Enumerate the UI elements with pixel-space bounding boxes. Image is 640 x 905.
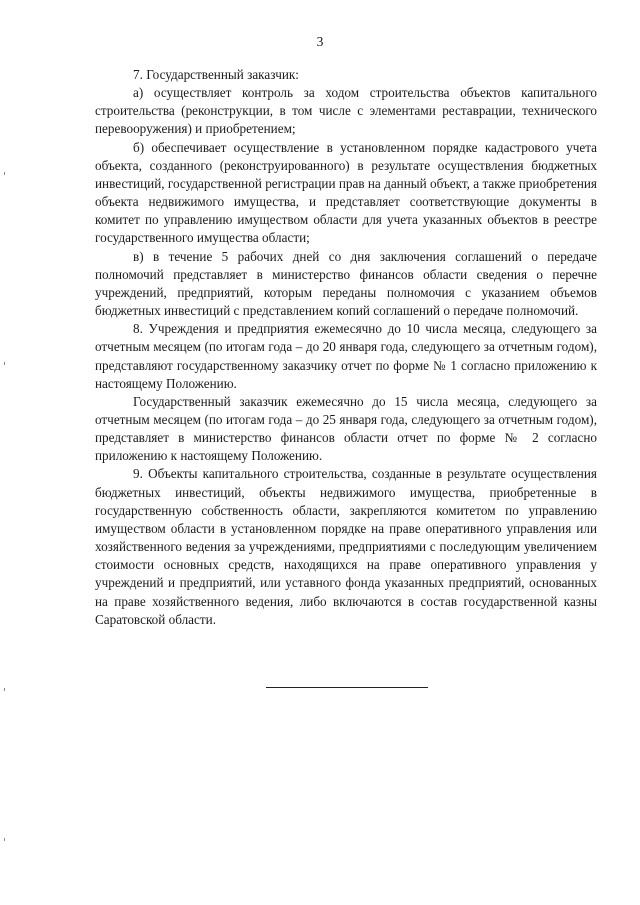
paragraph-7-heading: 7. Государственный заказчик: bbox=[133, 67, 299, 82]
scan-artifact bbox=[4, 362, 5, 365]
paragraph-8-customer: Государственный заказчик ежемесячно до 15 числа месяца, следующего за отчетным месяцем (по итогам года – до 25 января года, следующего за отчетным годом), представляет в министерство финансов области отчет по форме № 2 согласно приложению к настоящему Положению. bbox=[95, 393, 597, 464]
paragraph-9: 9. Объекты капитального строительства, созданные в результате осуществления бюджетных инвестиций, объекты недвижимого имущества, приобретенные в государственную собственность области, закрепляются комитетом по управлению имуществом области в установленном порядке на праве оперативного управления или хозяйственного ведения за учреждениями, предприятиями с последующим увеличением стоимости основных средств, находящихся на праве оперативного управления у учреждений и предприятий, или уставного фонда указанных предприятий, основанных на праве хозяйственного ведения, либо включаются в состав государственной казны Саратовской области. bbox=[95, 466, 597, 627]
closing-divider-line bbox=[266, 687, 428, 688]
scan-artifact bbox=[4, 172, 5, 175]
paragraph-8: 8. Учреждения и предприятия ежемесячно до 10 числа месяца, следующего за отчетным месяцем (по итогам года – до 20 января года, следующего за отчетным годом), представляют государственному заказчику отчет по форме № 1 согласно приложению к настоящему Положению. bbox=[95, 321, 597, 391]
document-body bbox=[95, 66, 597, 629]
paragraph-7b: б) обеспечивает осуществление в установленном порядке кадастрового учета объекта, созданного (реконструированного) в результате осуществления бюджетных инвестиций, государственной регистрации прав на данный объект, а также приобретения объекта недвижимого имущества, и представляет соответствующие документы в комитет по управлению имуществом области для учета указанных объектов в реестре государственного имущества области; bbox=[95, 139, 597, 246]
scan-artifact bbox=[4, 838, 5, 841]
scan-artifact bbox=[4, 688, 5, 691]
paragraph-7a: а) осуществляет контроль за ходом строительства объектов капитального строительства (реконструкции, в том числе с элементами реставрации, технического перевооружения) и приобретением; bbox=[95, 85, 597, 137]
paragraph-7v: в) в течение 5 рабочих дней со дня заключения соглашений о передаче полномочий представляет в министерство финансов области сведения о перечне учреждений, предприятий, которым переданы полномочия с указанием объемов бюджетных инвестиций с представлением копий соглашений о передаче полномочий. bbox=[95, 248, 597, 319]
page-number: 3 bbox=[316, 34, 324, 49]
